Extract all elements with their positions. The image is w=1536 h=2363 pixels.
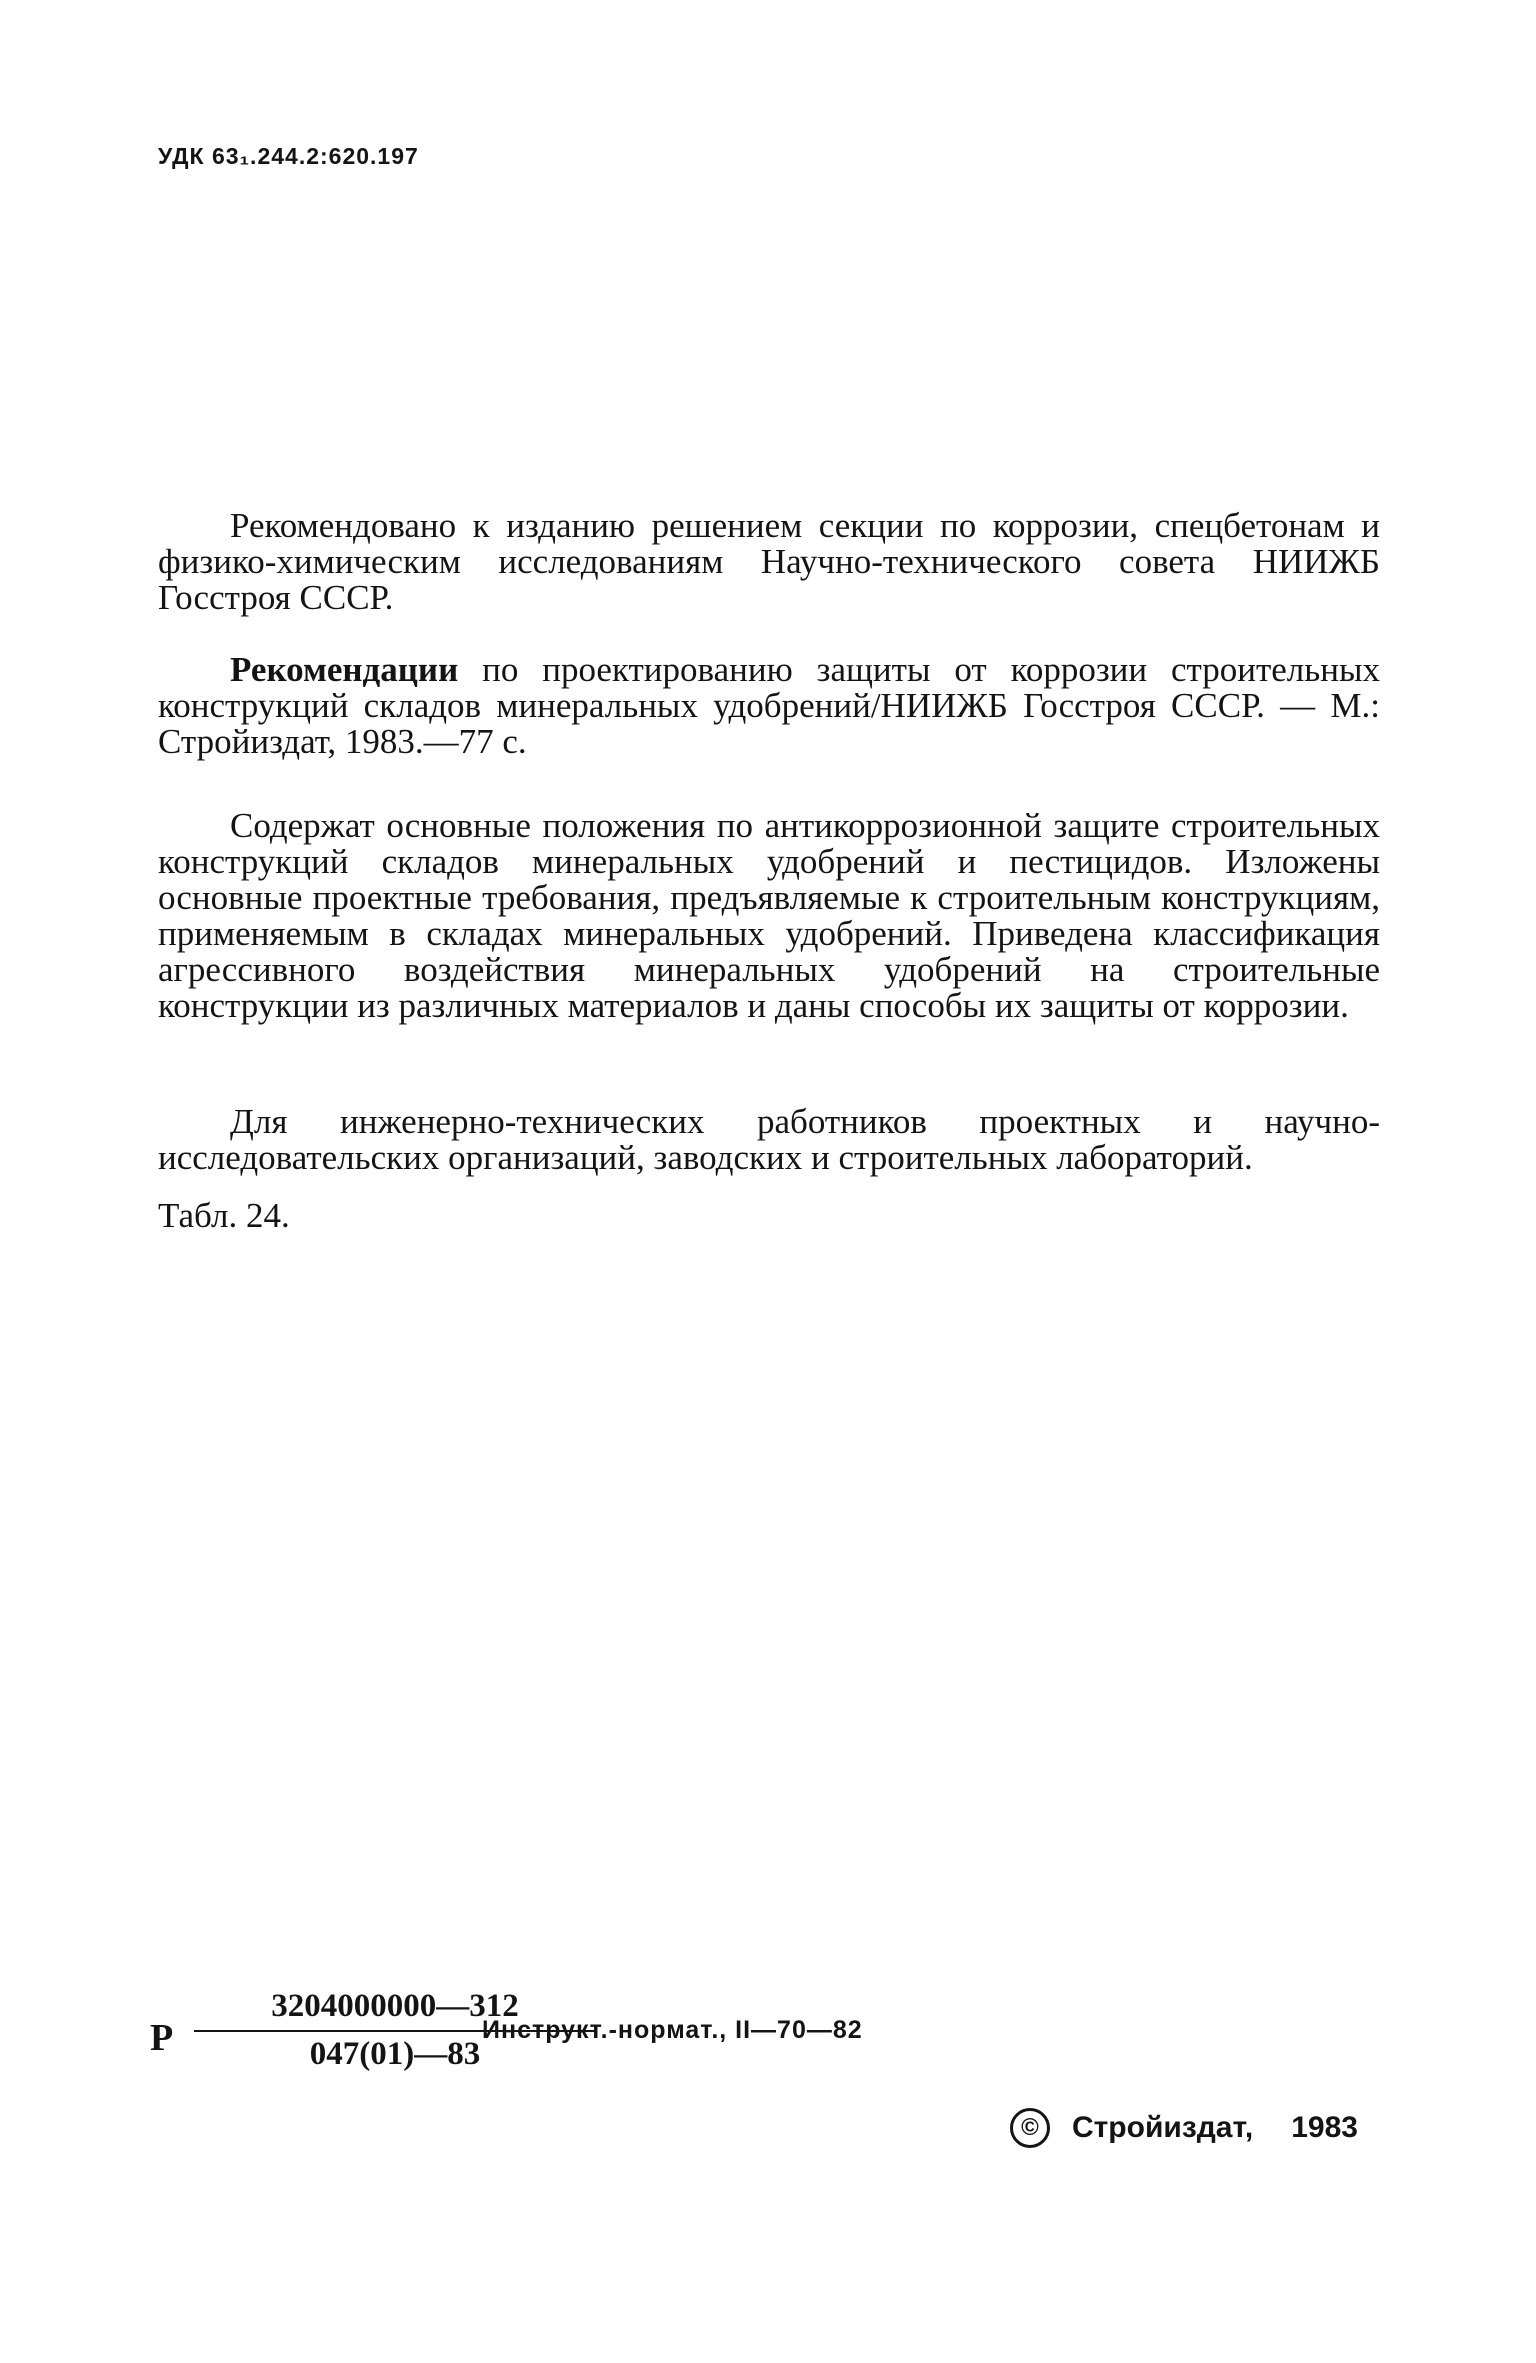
citation-details: по проектированию защиты от коррозии строительных конструкций складов минеральных удобрений/НИИЖБ Госстроя СССР. — М.: Стройиздат, 1983.—77 с. — [158, 650, 1380, 761]
bibliographic-citation — [158, 652, 1380, 760]
index-note: Инструкт.-нормат., II—70—82 — [482, 2016, 863, 2044]
citation-title: Рекомендации — [230, 650, 459, 689]
publishing-index — [150, 1988, 950, 2088]
approval-note: Рекомендовано к изданию решением секции по коррозии, спецбетонам и физико-химическим исследованиям Научно-технического совета НИИЖБ Госстроя СССР. — [158, 506, 1380, 617]
copyright-publisher: Стройиздат, — [1071, 2111, 1254, 2144]
index-letter: Р — [150, 2017, 174, 2059]
index-numerator: 3204000000—312 — [271, 1988, 519, 2024]
tables-count: Табл. 24. — [158, 1196, 290, 1235]
copyright-year: 1983 — [1291, 2111, 1358, 2144]
udc-code: УДК 63₁.244.2:620.197 — [158, 143, 419, 169]
abstract: Содержат основные положения по антикоррозионной защите строительных конструкций складов минеральных удобрений и пестицидов. Изложены основные проектные требования, предъявляемые к строительным конструкциям, применяемым в складах минеральных удобрений. Приведена классификация агрессивного воздействия минеральных удобрений на строительные конструкции из различных материалов и даны способы их защиты от коррозии. — [158, 806, 1380, 1025]
audience-note: Для инженерно-технических работников проектных и научно-исследовательских организаций, заводских и строительных лабораторий. — [158, 1102, 1380, 1177]
index-denominator: 047(01)—83 — [309, 2036, 481, 2072]
copyright-line — [1010, 2108, 1358, 2148]
copyright-icon: © — [1010, 2108, 1050, 2148]
